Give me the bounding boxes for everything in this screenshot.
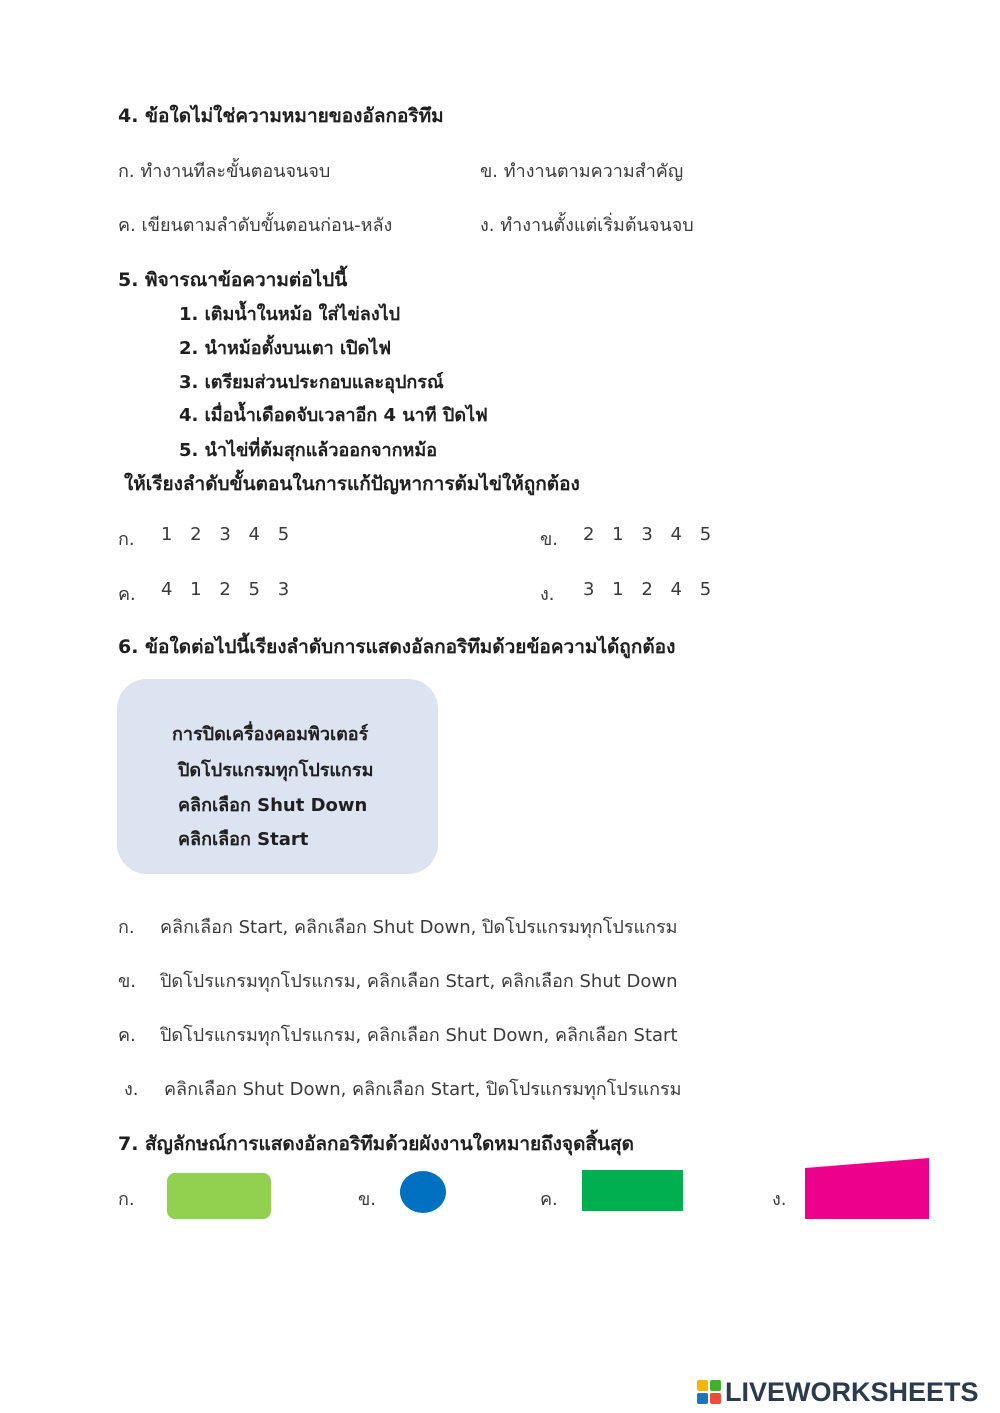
- q6-box-line-2: ปิดโปรแกรมทุกโปรแกรม: [178, 760, 374, 781]
- q5-option-d-letter[interactable]: ง.: [540, 584, 555, 605]
- rectangle-icon[interactable]: [582, 1170, 683, 1211]
- q6-option-c-text[interactable]: ปิดโปรแกรมทุกโปรแกรม, คลิกเลือก Shut Down, คลิกเลือก Start: [160, 1025, 678, 1046]
- rounded-rectangle-icon[interactable]: [167, 1173, 271, 1219]
- q4-title: 4. ข้อใดไม่ใช่ความหมายของอัลกอริทึม: [118, 105, 444, 127]
- q5-option-b-letter[interactable]: ข.: [540, 529, 559, 550]
- q5-step-1: 1. เติมน้ำในหม้อ ใส่ไข่ลงไป: [179, 304, 401, 325]
- q6-option-d-letter[interactable]: ง.: [124, 1079, 139, 1100]
- q5-option-d-value[interactable]: 3 1 2 4 5: [583, 579, 718, 600]
- circle-icon[interactable]: [400, 1171, 446, 1213]
- q4-option-a[interactable]: ก. ทำงานทีละขั้นตอนจนจบ: [118, 161, 331, 182]
- q5-title: 5. พิจารณาข้อความต่อไปนี้: [118, 269, 348, 291]
- q5-option-b-value[interactable]: 2 1 3 4 5: [583, 524, 718, 545]
- manual-input-shape[interactable]: [805, 1158, 929, 1219]
- liveworksheets-logo-icon: [697, 1380, 721, 1404]
- q4-option-d[interactable]: ง. ทำงานตั้งแต่เริ่มต้นจนจบ: [480, 215, 694, 236]
- q7-option-b-letter[interactable]: ข.: [358, 1189, 377, 1210]
- q7-option-d-letter[interactable]: ง.: [772, 1189, 787, 1210]
- q5-step-5: 5. นำไข่ที่ต้มสุกแล้วออกจากหม้อ: [179, 440, 438, 461]
- q4-option-c[interactable]: ค. เขียนตามลำดับขั้นตอนก่อน-หลัง: [118, 215, 393, 236]
- q6-box-line-3: คลิกเลือก Shut Down: [178, 795, 368, 816]
- liveworksheets-logo-text: LIVEWORKSHEETS: [725, 1377, 979, 1407]
- q5-step-2: 2. นำหม้อตั้งบนเตา เปิดไฟ: [179, 338, 392, 359]
- q5-option-c-value[interactable]: 4 1 2 5 3: [161, 579, 296, 600]
- liveworksheets-logo: [697, 1377, 979, 1407]
- q5-option-c-letter[interactable]: ค.: [118, 584, 136, 605]
- q5-option-a-letter[interactable]: ก.: [118, 529, 135, 550]
- q6-box-line-1: การปิดเครื่องคอมพิวเตอร์: [172, 724, 369, 745]
- q6-algorithm-box: [117, 679, 438, 874]
- q6-option-d-text[interactable]: คลิกเลือก Shut Down, คลิกเลือก Start, ปิดโปรแกรมทุกโปรแกรม: [164, 1079, 682, 1100]
- q5-step-3: 3. เตรียมส่วนประกอบและอุปกรณ์: [179, 372, 444, 393]
- q6-option-b-text[interactable]: ปิดโปรแกรมทุกโปรแกรม, คลิกเลือก Start, คลิกเลือก Shut Down: [160, 971, 678, 992]
- q6-box-line-4: คลิกเลือก Start: [178, 829, 309, 850]
- q6-option-b-letter[interactable]: ข.: [118, 971, 137, 992]
- q5-option-a-value[interactable]: 1 2 3 4 5: [161, 524, 296, 545]
- manual-input-icon[interactable]: [804, 1158, 930, 1220]
- q5-step-4: 4. เมื่อน้ำเดือดจับเวลาอีก 4 นาที ปิดไฟ: [179, 405, 488, 426]
- q6-option-a-text[interactable]: คลิกเลือก Start, คลิกเลือก Shut Down, ปิดโปรแกรมทุกโปรแกรม: [160, 917, 678, 938]
- q6-option-c-letter[interactable]: ค.: [118, 1025, 136, 1046]
- q4-option-b[interactable]: ข. ทำงานตามความสำคัญ: [480, 161, 684, 182]
- q7-option-a-letter[interactable]: ก.: [118, 1189, 135, 1210]
- q5-instruction: ให้เรียงลำดับขั้นตอนในการแก้ปัญหาการต้มไข่ให้ถูกต้อง: [124, 473, 580, 495]
- q6-title: 6. ข้อใดต่อไปนี้เรียงลำดับการแสดงอัลกอริทึมด้วยข้อความได้ถูกต้อง: [118, 636, 676, 658]
- q6-option-a-letter[interactable]: ก.: [118, 917, 135, 938]
- q7-option-c-letter[interactable]: ค.: [540, 1189, 558, 1210]
- q7-title: 7. สัญลักษณ์การแสดงอัลกอริทึมด้วยผังงานใดหมายถึงจุดสิ้นสุด: [118, 1133, 634, 1155]
